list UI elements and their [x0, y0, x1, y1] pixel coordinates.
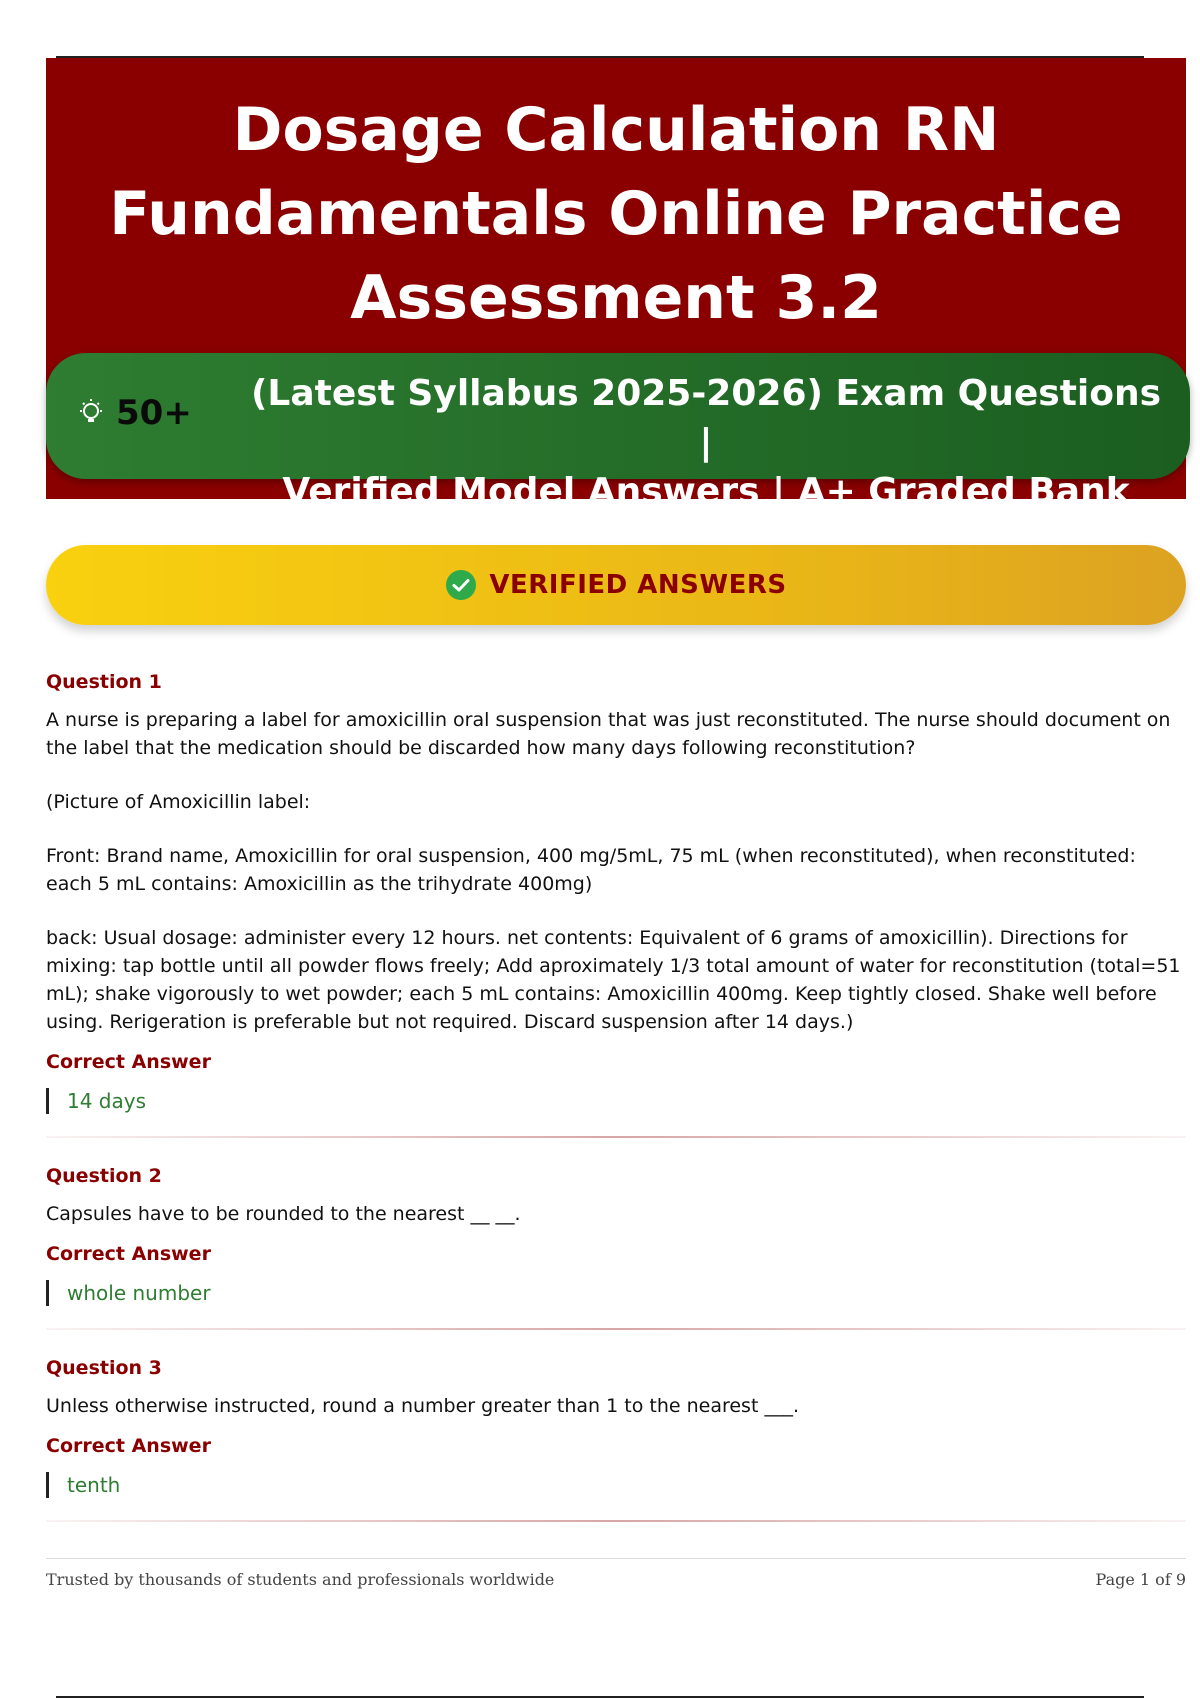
check-circle-icon: [445, 569, 477, 601]
header-banner: [46, 58, 1186, 512]
correct-answer: [46, 1276, 1186, 1310]
question-text: Capsules have to be rounded to the nearest __ __.: [46, 1203, 521, 1225]
subtitle-line-1: (Latest Syllabus 2025-2026) Exam Questions |: [250, 373, 1162, 463]
question-block-2: [46, 1162, 1186, 1310]
question-count: 50+: [116, 393, 192, 433]
question-divider: [46, 1520, 1186, 1522]
answer-marker-bar: [46, 1280, 49, 1306]
question-count-badge: [76, 393, 192, 433]
question-block-3: [46, 1354, 1186, 1502]
document-title: [46, 88, 1186, 340]
subtitle-line-2: Verified Model Answers | A+ Graded Bank: [282, 471, 1130, 512]
subtitle-band: [46, 353, 1190, 512]
question-label: Question 1: [46, 671, 162, 693]
correct-answer: [46, 1468, 1186, 1502]
question-divider: [46, 1136, 1186, 1138]
correct-answer-label: Correct Answer: [46, 1051, 211, 1073]
question-text: Front: Brand name, Amoxicillin for oral suspension, 400 mg/5mL, 75 mL (when reconstituted), when reconstituted: each 5 mL contains: Amoxicillin as the trihydrate 400mg): [46, 845, 1136, 895]
correct-answer-label: Correct Answer: [46, 1435, 211, 1457]
footer-tagline: Trusted by thousands of students and professionals worldwide: [46, 1570, 555, 1589]
title-line-1: Dosage Calculation RN: [232, 95, 1000, 165]
lightbulb-icon: [76, 398, 106, 428]
question-text: (Picture of Amoxicillin label:: [46, 791, 311, 813]
question-text: Unless otherwise instructed, round a number greater than 1 to the nearest ___.: [46, 1395, 799, 1417]
bottom-rule: [56, 1696, 1144, 1698]
answer-text: whole number: [67, 1281, 211, 1305]
answer-marker-bar: [46, 1472, 49, 1498]
questions-list: [46, 668, 1186, 1546]
answer-text: tenth: [67, 1473, 121, 1497]
correct-answer: [46, 1084, 1186, 1118]
correct-answer-label: Correct Answer: [46, 1243, 211, 1265]
question-label: Question 3: [46, 1357, 162, 1379]
page-number: Page 1 of 9: [1095, 1570, 1186, 1589]
title-line-2: Fundamentals Online Practice: [109, 179, 1123, 249]
question-block-1: [46, 668, 1186, 1118]
title-line-3: Assessment 3.2: [350, 263, 882, 333]
verified-answers-banner: [46, 545, 1186, 625]
question-label: Question 2: [46, 1165, 162, 1187]
footer-rule: [46, 1558, 1186, 1559]
verified-answers-label: VERIFIED ANSWERS: [489, 570, 787, 600]
answer-marker-bar: [46, 1088, 49, 1114]
subtitle: [246, 369, 1166, 516]
question-text: back: Usual dosage: administer every 12 hours. net contents: Equivalent of 6 grams of amoxicillin). Directions for mixing: tap bottle until all powder flows freely; Add aproximately 1/3 total amount of water for reconstitution (total=51 mL); shake vigorously to wet powder; each 5 mL contains: Amoxicillin 400mg. Keep tightly closed. Shake well before using. Rerigeration is preferable but not required. Discard suspension after 14 days.): [46, 927, 1181, 1033]
question-text: A nurse is preparing a label for amoxicillin oral suspension that was just reconstituted. The nurse should document on the label that the medication should be discarded how many days following reconstitution?: [46, 709, 1171, 759]
question-divider: [46, 1328, 1186, 1330]
answer-text: 14 days: [67, 1089, 147, 1113]
